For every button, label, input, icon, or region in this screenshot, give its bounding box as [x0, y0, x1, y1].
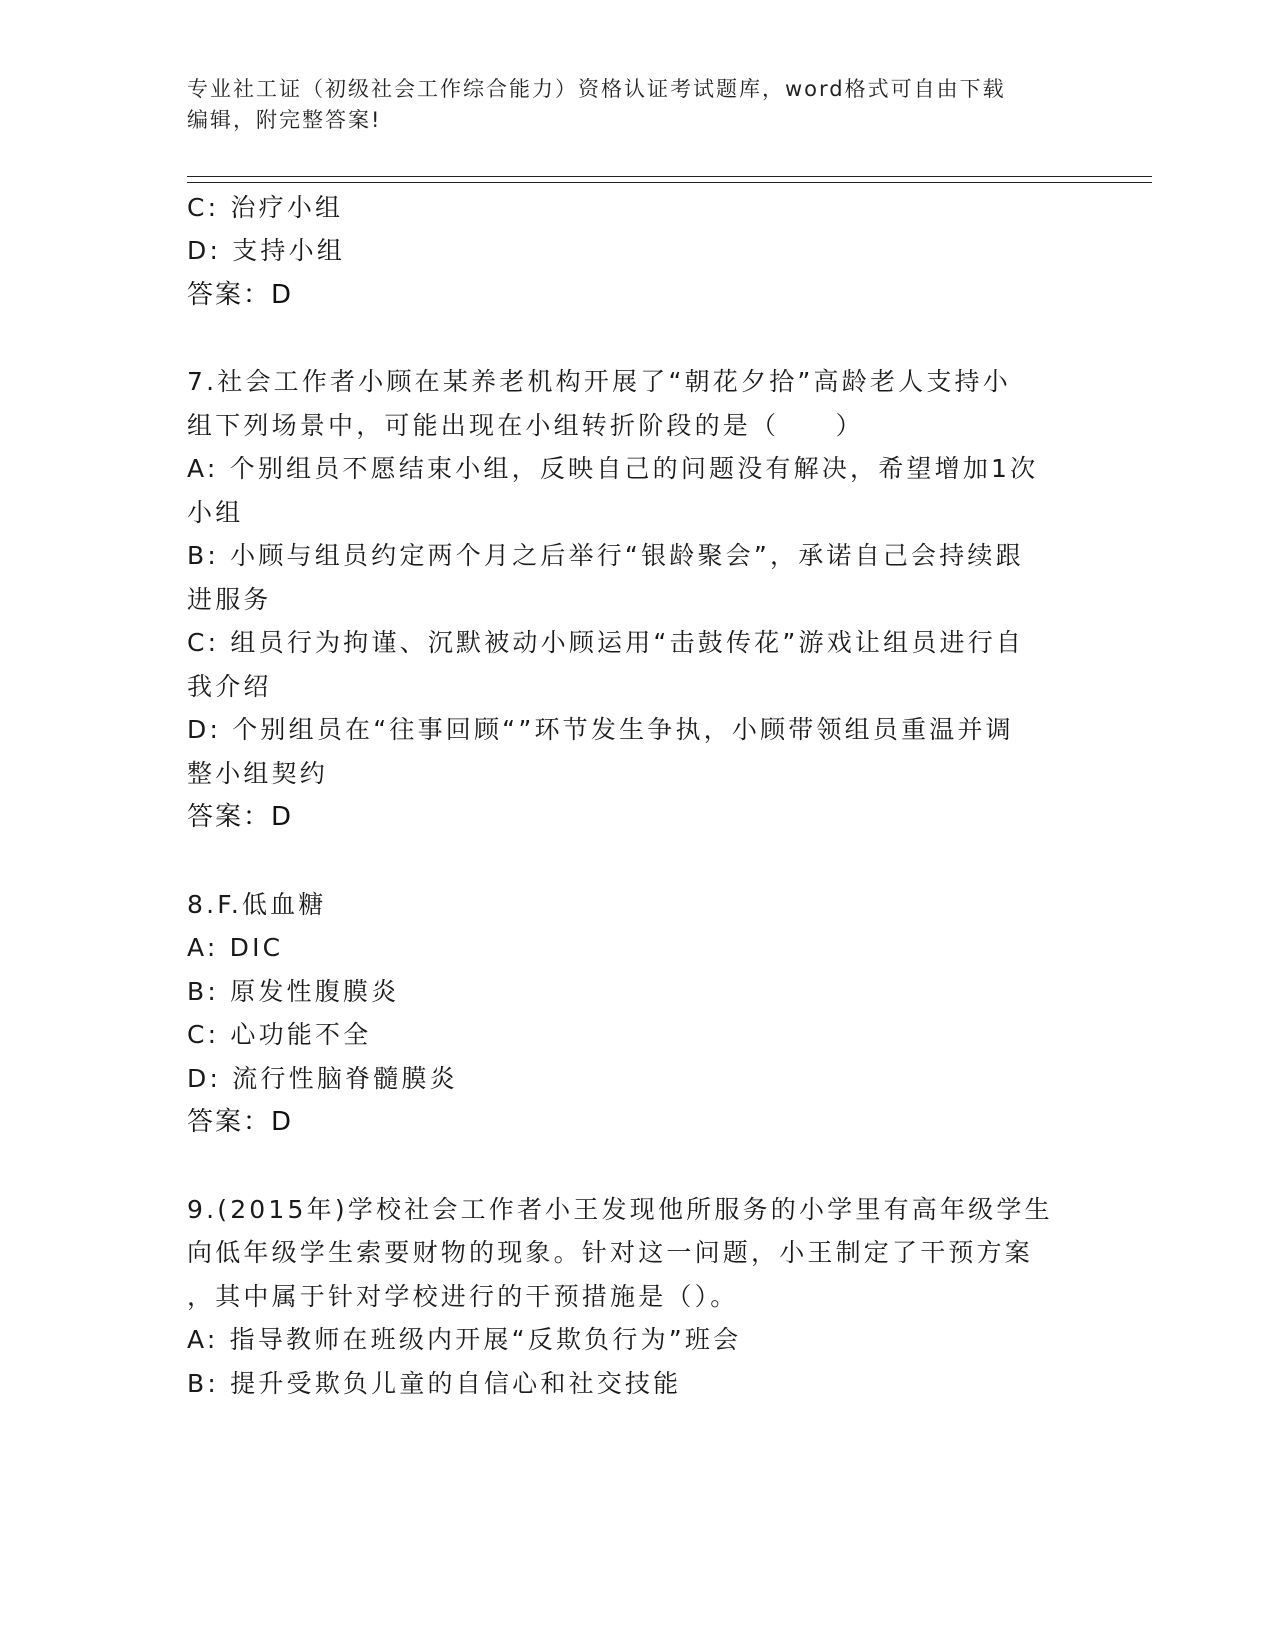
q7-stem-line-1: 7.社会工作者小顾在某养老机构开展了“朝花夕拾”高龄老人支持小: [187, 367, 1011, 396]
q9-option-a: A: 指导教师在班级内开展“反欺负行为”班会: [187, 1325, 742, 1354]
q8-stem: 8.F.低血糖: [187, 890, 327, 919]
q7-option-d-line-2: 整小组契约: [187, 759, 329, 788]
q7-option-c-line-2: 我介绍: [187, 672, 272, 701]
q7-option-b-line-1: B: 小顾与组员约定两个月之后举行“银龄聚会”，承诺自己会持续跟: [187, 541, 1024, 570]
q7-option-d-line-1: D: 个别组员在“往事回顾“”环节发生争执，小顾带领组员重温并调: [187, 715, 1014, 744]
q9-option-b: B: 提升受欺负儿童的自信心和社交技能: [187, 1369, 682, 1398]
q7-option-c-line-1: C: 组员行为拘谨、沉默被动小顾运用“击鼓传花”游戏让组员进行自: [187, 628, 1025, 657]
q8-option-d: D: 流行性脑脊髓膜炎: [187, 1064, 458, 1093]
q8-option-a: A: DIC: [187, 933, 284, 962]
q7-stem-line-2: 组下列场景中，可能出现在小组转折阶段的是（ ）: [187, 411, 864, 440]
q7-answer: 答案：D: [187, 802, 294, 832]
q8-option-c: C: 心功能不全: [187, 1020, 372, 1049]
q7-option-b-line-2: 进服务: [187, 585, 272, 614]
q9-stem-line-3: ，其中属于针对学校进行的干预措施是（）。: [187, 1282, 739, 1311]
q6-option-d: D: 支持小组: [187, 236, 346, 265]
header-divider-bottom: [187, 182, 1152, 183]
q9-stem-line-2: 向低年级学生索要财物的现象。针对这一问题，小王制定了干预方案: [187, 1238, 1034, 1267]
q8-option-b: B: 原发性腹膜炎: [187, 977, 400, 1006]
q6-answer: 答案：D: [187, 280, 294, 310]
header-line-1: 专业社工证（初级社会工作综合能力）资格认证考试题库，word格式可自由下载: [187, 77, 1006, 101]
q7-option-a-line-1: A: 个别组员不愿结束小组，反映自己的问题没有解决，希望增加1次: [187, 454, 1039, 483]
q7-option-a-line-2: 小组: [187, 498, 244, 527]
header-divider-top: [187, 176, 1152, 177]
q9-stem-line-1: 9.(2015年)学校社会工作者小王发现他所服务的小学里有高年级学生: [187, 1195, 1053, 1224]
q8-answer: 答案：D: [187, 1107, 294, 1137]
page-header: [187, 74, 1087, 136]
header-line-2: 编辑，附完整答案!: [187, 108, 382, 132]
q6-option-c: C: 治疗小组: [187, 193, 344, 222]
